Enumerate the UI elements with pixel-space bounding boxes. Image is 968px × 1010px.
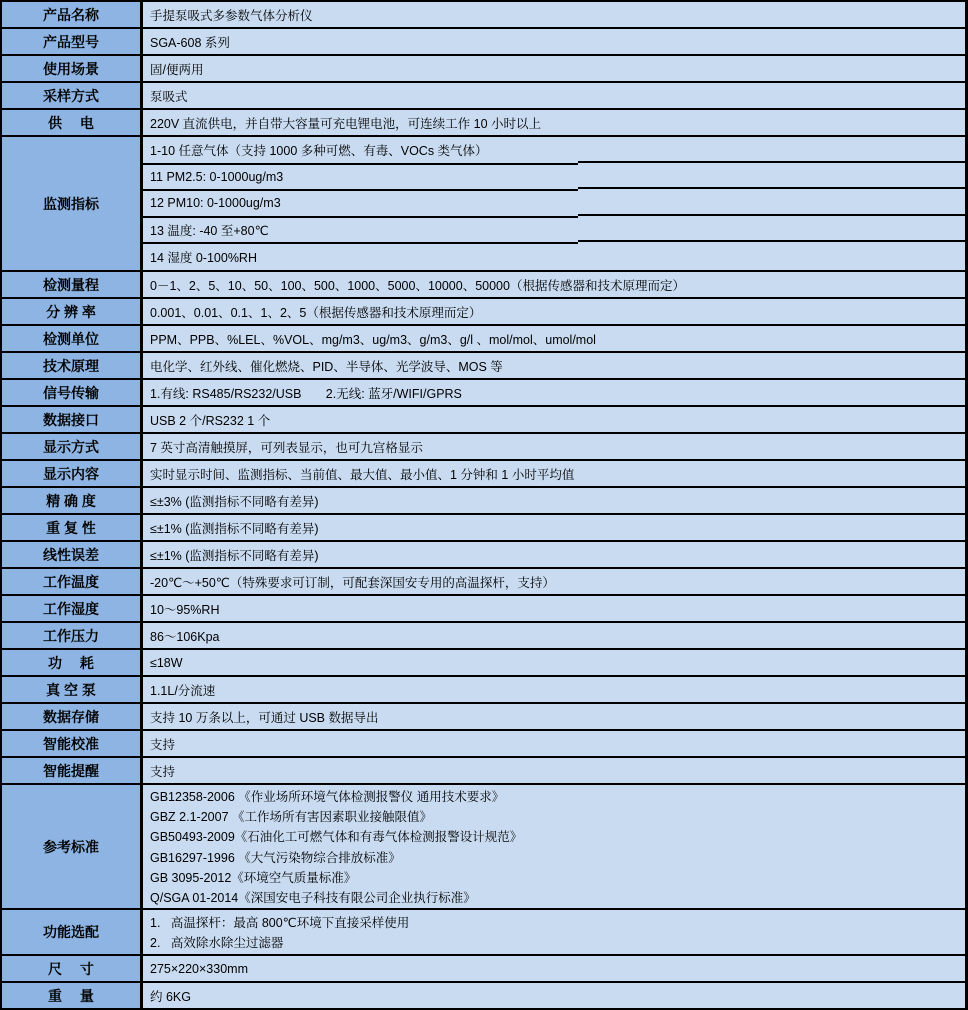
row-technical-principle — [2, 353, 965, 378]
row-value: 泵吸式 — [143, 83, 965, 108]
row-label: 工作湿度 — [2, 596, 140, 621]
row-label: 精 确 度 — [2, 488, 140, 513]
row-weight — [2, 983, 965, 1008]
optional-features-list — [143, 910, 965, 954]
row-label: 检测单位 — [2, 326, 140, 351]
row-optional-features — [2, 910, 965, 954]
standard-item: GB16297-1996 《大气污染物综合排放标准》 — [150, 850, 401, 865]
row-label: 技术原理 — [2, 353, 140, 378]
standard-item: GB50493-2009《石油化工可燃气体和有毒气体检测报警设计规范》 — [150, 830, 523, 845]
row-accuracy — [2, 488, 965, 513]
row-label: 工作压力 — [2, 623, 140, 648]
row-value: 10～95%RH — [143, 596, 965, 621]
row-value: ≤18W — [143, 650, 965, 675]
row-label: 使用场景 — [2, 56, 140, 81]
row-label: 显示内容 — [2, 461, 140, 486]
row-value: 0－1、2、5、10、50、100、500、1000、5000、10000、50000（根据传感器和技术原理而定） — [143, 272, 965, 297]
indicator-item: 13 温度: -40 至+80℃ — [150, 224, 269, 239]
row-label: 数据存储 — [2, 704, 140, 729]
row-value: 1.1L/分流速 — [143, 677, 965, 702]
row-label: 供 电 — [2, 110, 140, 135]
row-value: 275×220×330mm — [143, 956, 965, 981]
optional-feature-item: 2. 高效除水除尘过滤器 — [150, 936, 284, 951]
row-value: 电化学、红外线、催化燃烧、PID、半导体、光学波导、MOS 等 — [143, 353, 965, 378]
row-value: 约 6KG — [143, 983, 965, 1008]
row-reference-standards — [2, 785, 965, 908]
reference-standards-list — [143, 785, 965, 908]
row-value: -20℃～+50℃（特殊要求可订制，可配套深国安专用的高温探杆，支持） — [143, 569, 965, 594]
row-value: 支持 — [143, 758, 965, 783]
sub-row-divider — [143, 242, 578, 244]
row-label: 参考标准 — [2, 785, 140, 908]
standard-item: GB 3095-2012《环境空气质量标准》 — [150, 870, 357, 885]
row-data-interface — [2, 407, 965, 432]
row-vacuum-pump — [2, 677, 965, 702]
indicator-item: 11 PM2.5: 0-1000ug/m3 — [150, 169, 284, 184]
row-display-mode — [2, 434, 965, 459]
row-sampling-method — [2, 83, 965, 108]
sub-row-divider — [143, 163, 578, 165]
row-display-content — [2, 461, 965, 486]
row-usage-scenario — [2, 56, 965, 81]
row-value: SGA-608 系列 — [143, 29, 965, 54]
row-power-supply — [2, 110, 965, 135]
row-detection-units — [2, 326, 965, 351]
row-label: 采样方式 — [2, 83, 140, 108]
row-smart-reminder — [2, 758, 965, 783]
row-smart-calibration — [2, 731, 965, 756]
row-dimensions — [2, 956, 965, 981]
indicator-item: 12 PM10: 0-1000ug/m3 — [150, 196, 281, 211]
indicator-item: 1-10 任意气体（支持 1000 多种可燃、有毒、VOCs 类气体） — [150, 144, 488, 159]
row-label: 功能选配 — [2, 910, 140, 954]
row-label: 工作温度 — [2, 569, 140, 594]
row-label: 重 复 性 — [2, 515, 140, 540]
row-value: 7 英寸高清触摸屏，可列表显示，也可九宫格显示 — [143, 434, 965, 459]
row-label: 智能校准 — [2, 731, 140, 756]
row-label: 线性误差 — [2, 542, 140, 567]
row-monitoring-indicators — [2, 137, 965, 270]
row-working-pressure — [2, 623, 965, 648]
row-label: 分 辨 率 — [2, 299, 140, 324]
row-repeatability — [2, 515, 965, 540]
row-label: 真 空 泵 — [2, 677, 140, 702]
row-value: USB 2 个/RS232 1 个 — [143, 407, 965, 432]
sub-row-divider — [578, 187, 965, 189]
optional-feature-item: 1. 高温探杆：最高 800℃环境下直接采样使用 — [150, 915, 410, 930]
row-value: 手提泵吸式多参数气体分析仪 — [143, 2, 965, 27]
monitoring-indicators-list — [143, 137, 965, 270]
row-label: 重 量 — [2, 983, 140, 1008]
row-working-humidity — [2, 596, 965, 621]
row-label: 监测指标 — [2, 137, 140, 270]
row-value: ≤±1% (监测指标不同略有差异) — [143, 542, 965, 567]
row-signal-transmission — [2, 380, 965, 405]
row-value: ≤±1% (监测指标不同略有差异) — [143, 515, 965, 540]
row-resolution — [2, 299, 965, 324]
row-value: 1.有线: RS485/RS232/USB 2.无线: 蓝牙/WIFI/GPRS — [143, 380, 965, 405]
row-label: 功 耗 — [2, 650, 140, 675]
indicator-item: 14 湿度 0-100%RH — [150, 250, 257, 265]
row-value: PPM、PPB、%LEL、%VOL、mg/m3、ug/m3、g/m3、g/l 、mol/mol、umol/mol — [143, 326, 965, 351]
row-label: 数据接口 — [2, 407, 140, 432]
row-label: 产品型号 — [2, 29, 140, 54]
row-label: 产品名称 — [2, 2, 140, 27]
row-label: 智能提醒 — [2, 758, 140, 783]
row-working-temperature — [2, 569, 965, 594]
standard-item: GB12358-2006 《作业场所环境气体检测报警仪 通用技术要求》 — [150, 790, 505, 805]
row-detection-range — [2, 272, 965, 297]
sub-row-divider — [578, 214, 965, 216]
row-value: 实时显示时间、监测指标、当前值、最大值、最小值、1 分钟和 1 小时平均值 — [143, 461, 965, 486]
row-linearity-error — [2, 542, 965, 567]
row-product-model — [2, 29, 965, 54]
standard-item: Q/SGA 01-2014《深国安电子科技有限公司企业执行标准》 — [150, 890, 476, 905]
row-label: 尺 寸 — [2, 956, 140, 981]
row-value: 86～106Kpa — [143, 623, 965, 648]
row-value: 220V 直流供电，并自带大容量可充电锂电池，可连续工作 10 小时以上 — [143, 110, 965, 135]
row-label: 信号传输 — [2, 380, 140, 405]
standard-item: GBZ 2.1-2007 《工作场所有害因素职业接触限值》 — [150, 810, 432, 825]
row-value: 0.001、0.01、0.1、1、2、5（根据传感器和技术原理而定） — [143, 299, 965, 324]
row-value: 支持 — [143, 731, 965, 756]
sub-row-divider — [143, 216, 578, 218]
row-data-storage — [2, 704, 965, 729]
row-power-consumption — [2, 650, 965, 675]
sub-row-divider — [578, 161, 965, 163]
row-product-name — [2, 2, 965, 27]
row-value: 固/便两用 — [143, 56, 965, 81]
sub-row-divider — [578, 240, 965, 242]
sub-row-divider — [143, 189, 578, 191]
row-value: 支持 10 万条以上，可通过 USB 数据导出 — [143, 704, 965, 729]
row-value: ≤±3% (监测指标不同略有差异) — [143, 488, 965, 513]
row-label: 检测量程 — [2, 272, 140, 297]
row-label: 显示方式 — [2, 434, 140, 459]
